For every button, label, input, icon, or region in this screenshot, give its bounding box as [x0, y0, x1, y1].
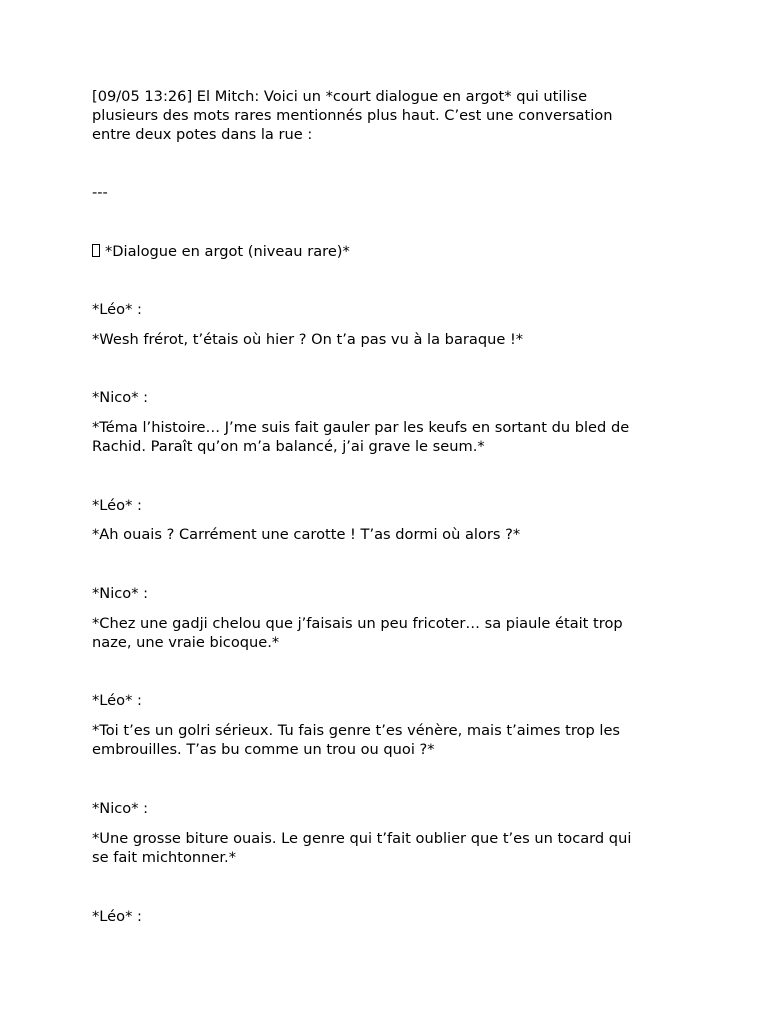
dialogue-line: *Toi t’es un golri sérieux. Tu fais genre t’es vénère, mais t’aimes trop les — [92, 722, 621, 739]
speaker-label: *Léo* : — [92, 692, 142, 709]
dialogue-line: Rachid. Paraît qu’on m’a balancé, j’ai grave le seum.* — [92, 438, 485, 455]
dialogue-line: *Wesh frérot, t’étais où hier ? On t’a pas vu à la baraque !* — [92, 331, 524, 348]
dialogue-line: *Chez une gadji chelou que j’faisais un peu fricoter… sa piaule était trop — [92, 615, 623, 632]
dialogue-heading — [92, 242, 692, 261]
intro-line: plusieurs des mots rares mentionnés plus haut. C’est une conversation — [92, 107, 613, 124]
dialogue-line: *Téma l’histoire… J’me suis fait gauler par les keufs en sortant du bled de — [92, 419, 630, 436]
missing-glyph-icon — [92, 244, 100, 257]
speaker-label: *Léo* : — [92, 497, 142, 514]
separator: --- — [92, 184, 108, 201]
speaker-label: *Léo* : — [92, 908, 142, 925]
speaker-label: *Nico* : — [92, 800, 149, 817]
dialogue-heading-text: *Dialogue en argot (niveau rare)* — [105, 243, 350, 260]
speaker-label: *Léo* : — [92, 301, 142, 318]
intro-line: [09/05 13:26] El Mitch: Voici un *court dialogue en argot* qui utilise — [92, 88, 588, 105]
speaker-label: *Nico* : — [92, 585, 149, 602]
dialogue-line: embrouilles. T’as bu comme un trou ou quoi ?* — [92, 741, 435, 758]
dialogue-line: se fait michtonner.* — [92, 849, 236, 866]
dialogue-line: *Ah ouais ? Carrément une carotte ! T’as dormi où alors ?* — [92, 526, 521, 543]
dialogue-line: naze, une vraie bicoque.* — [92, 634, 280, 651]
speaker-label: *Nico* : — [92, 389, 149, 406]
intro-line: entre deux potes dans la rue : — [92, 126, 313, 143]
dialogue-line: *Une grosse biture ouais. Le genre qui t’fait oublier que t’es un tocard qui — [92, 830, 632, 847]
